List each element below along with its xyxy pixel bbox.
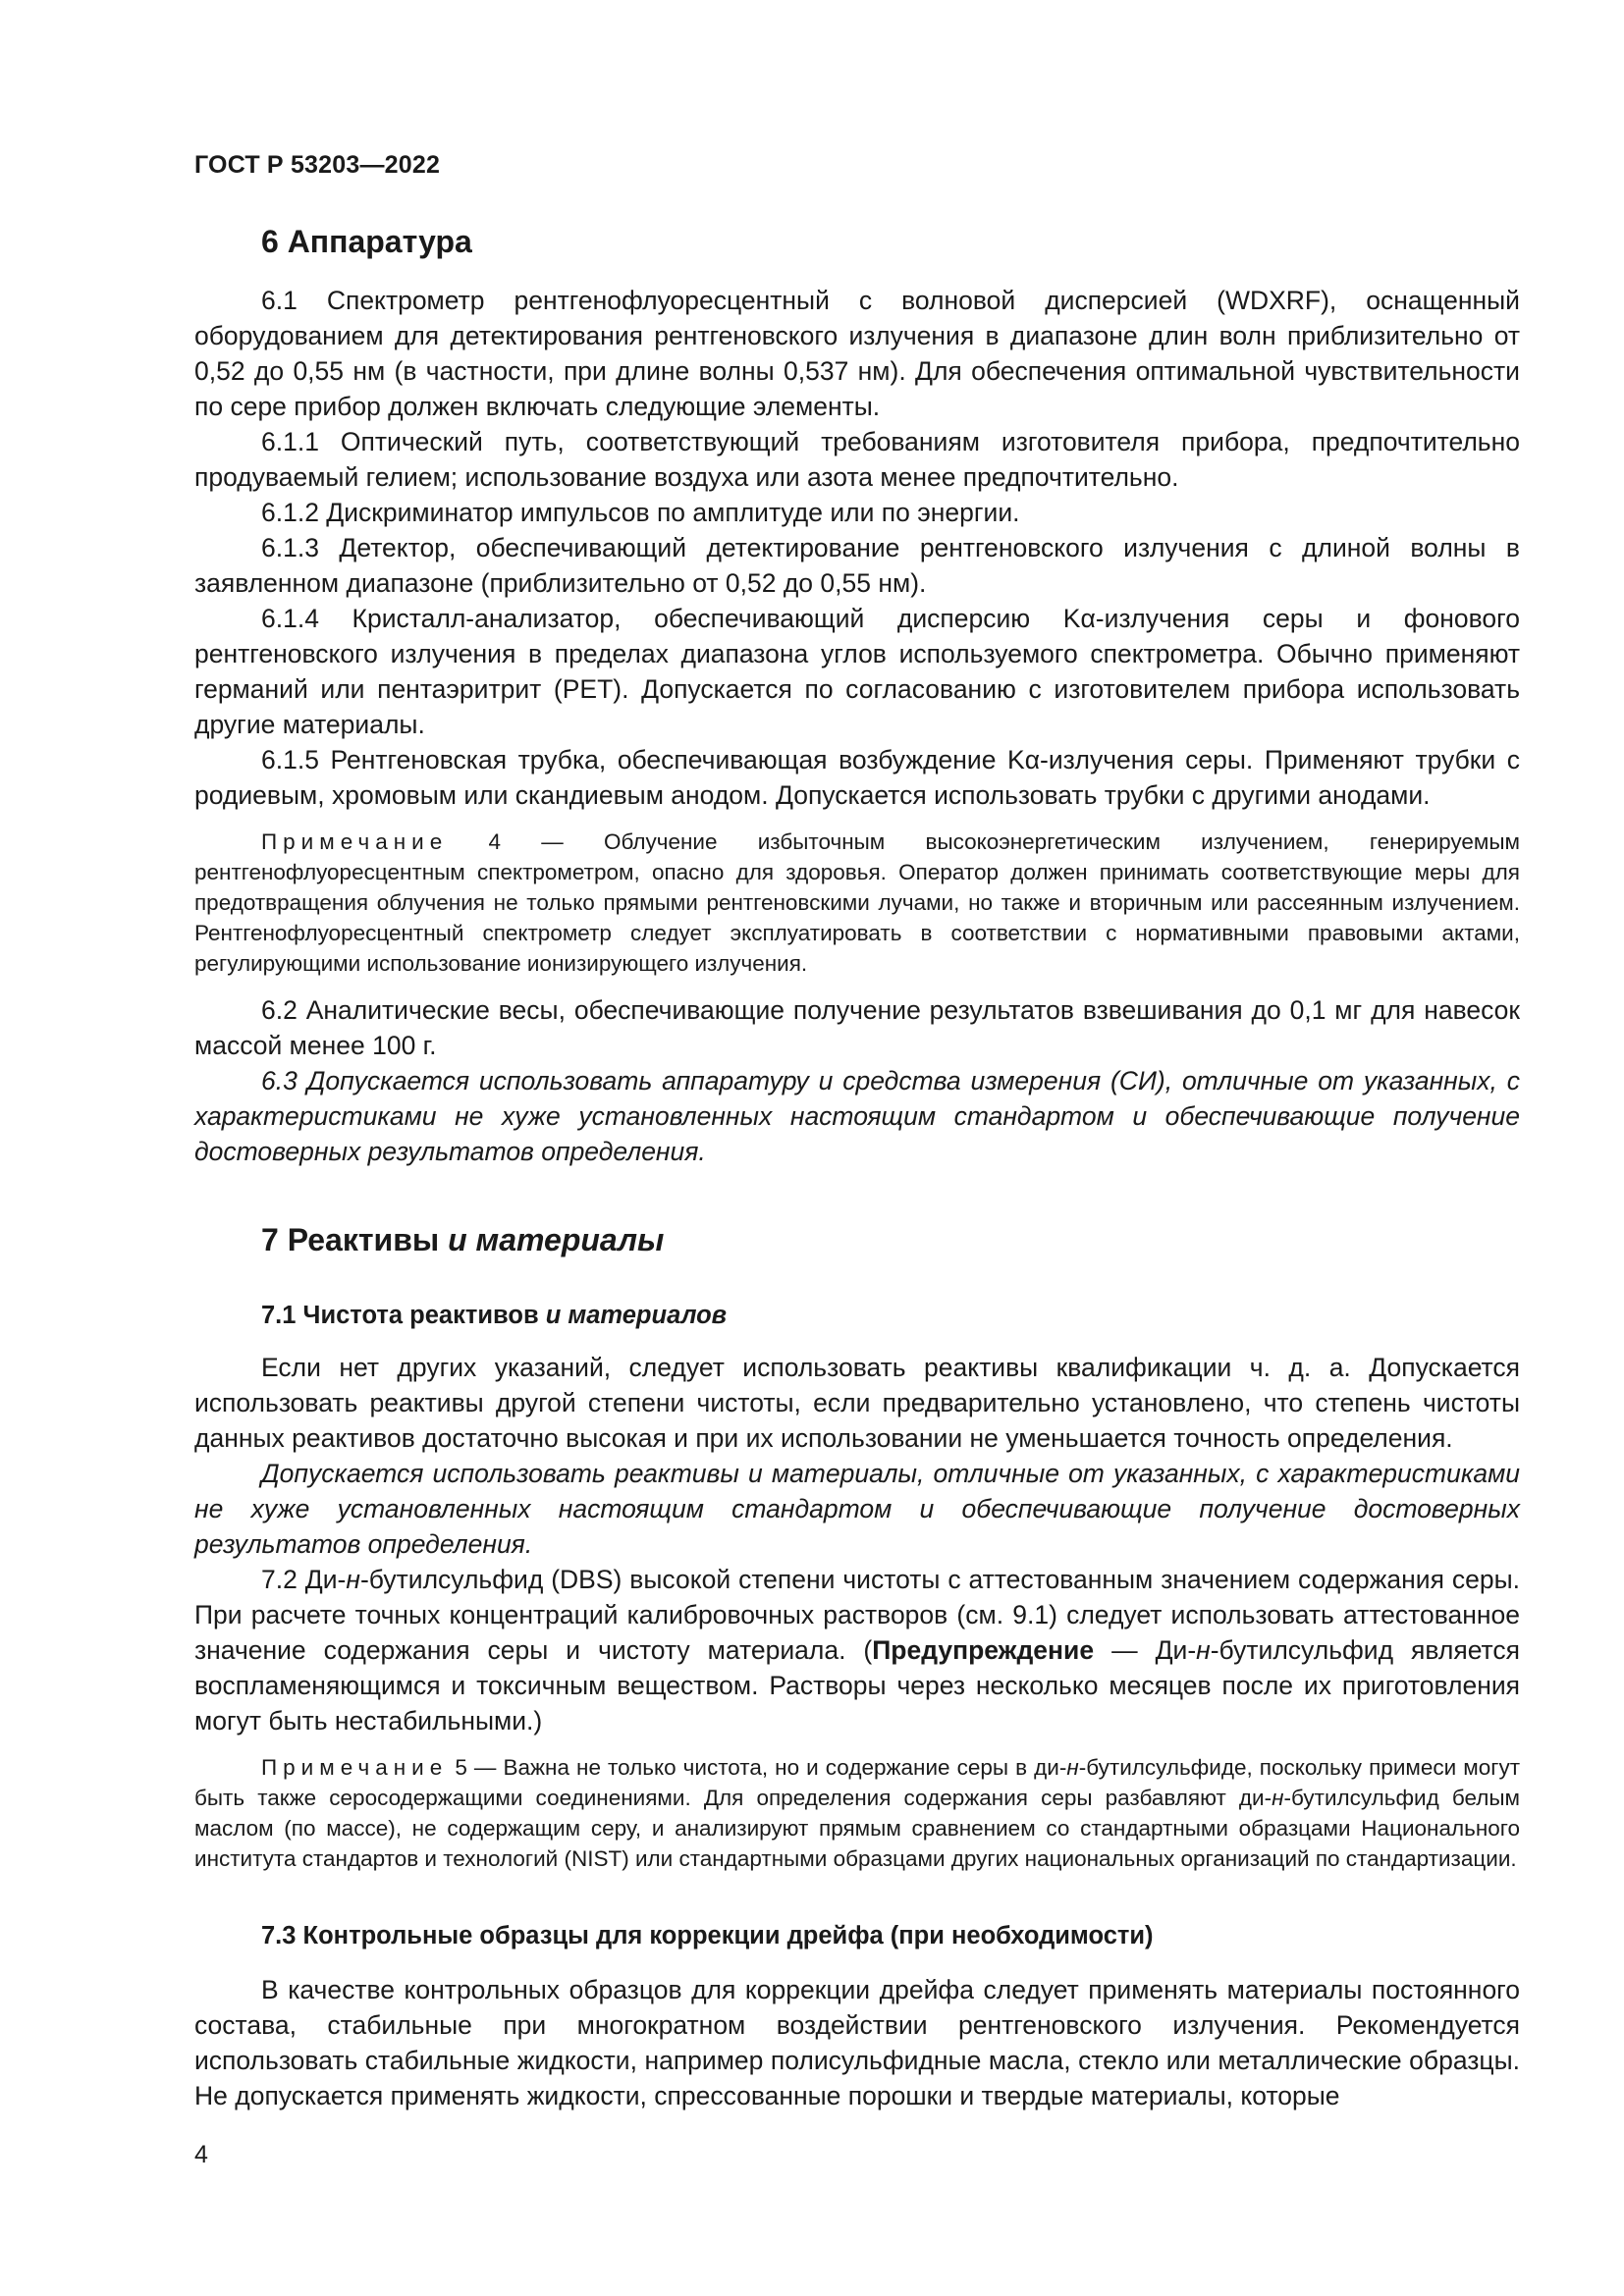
- page-number: 4: [194, 2141, 208, 2168]
- warning-label: Предупреждение: [872, 1635, 1095, 1665]
- clause-7-2-italic-n-2: н: [1196, 1635, 1211, 1665]
- note-5-part-a: 5 — Важна не только чистота, но и содержание серы в ди-: [455, 1755, 1067, 1780]
- subsection-7-1-italic: и материалов: [545, 1302, 728, 1329]
- section-6-title: 6 Аппаратура: [261, 224, 472, 259]
- clause-6-1-4: 6.1.4 Кристалл-анализатор, обеспечивающий дисперсию Kα-излучения серы и фонового рентгеновского излучения в пределах диапазона углов используемого спектрометра. Обычно применяют германий или пентаэритрит (РЕТ). Допускается по согласованию с изготовителем прибора использовать другие материалы.: [194, 604, 1520, 739]
- clause-7-2-part-d: -бутилсульфид является воспламеняющимся и токсичным веществом. Растворы через несколько месяцев после их приготовления могут быть нестабильными.): [194, 1635, 1520, 1735]
- clause-6-1-5: 6.1.5 Рентгеновская трубка, обеспечивающая возбуждение Kα-излучения серы. Применяют трубки с родиевым, хромовым или скандиевым анодом. Допускается использовать трубки с другими анодами.: [194, 745, 1520, 810]
- note-5-italic-n-2: н: [1272, 1786, 1284, 1810]
- clause-7-2-part-c: — Ди-: [1094, 1635, 1197, 1665]
- note-5-part-c: -бутилсульфид белым маслом (по массе), не содержащим серу, и анализируют прямым сравнением со стандартными образцами Национального института стандартов и технологий (NIST) или стандартными образцами других национальных организаций по стандартизации.: [194, 1786, 1520, 1871]
- document-body: [194, 222, 1520, 2113]
- subsection-7-1-title: [194, 1299, 1520, 1332]
- document-header: ГОСТ Р 53203—2022: [194, 151, 441, 179]
- clause-6-1-1: 6.1.1 Оптический путь, соответствующий требованиям изготовителя прибора, предпочтительно продуваемый гелием; использование воздуха или азота менее предпочтительно.: [194, 427, 1520, 492]
- note-4-text: 4 — Облучение избыточным высокоэнергетическим излучением, генерируемым рентгенофлуоресцентным спектрометром, опасно для здоровья. Оператор должен принимать соответствующие меры для предотвращения облучения не только прямыми рентгеновскими лучами, но также и вторичным или рассеянным излучением. Рентгенофлуоресцентный спектрометр следует эксплуатировать в соответствии с нормативными правовыми актами, регулирующими использование ионизирующего излучения.: [194, 829, 1520, 976]
- clause-7-2-part-b: -бутилсульфид (DBS) высокой степени чистоты с аттестованным значением содержания серы. При расчете точных концентраций калибровочных растворов (см. 9.1) следует использовать аттестованное значение содержания серы и чистоту материала. (: [194, 1565, 1521, 1665]
- note-5-part-b: -бутилсульфиде, поскольку примеси могут быть также серосодержащими соединениями. Для определения содержания серы разбавляют ди-: [194, 1755, 1520, 1810]
- clause-7-2-italic-n: н: [346, 1565, 360, 1594]
- clause-7-1-para-1: Если нет других указаний, следует использовать реактивы квалификации ч. д. а. Допускается использовать реактивы другой степени чистоты, если предварительно установлено, что степень чистоты данных реактивов достаточно высокая и при их использовании не уменьшается точность определения.: [194, 1353, 1520, 1453]
- note-5-label: Примечание: [261, 1755, 449, 1780]
- clause-6-1: 6.1 Спектрометр рентгенофлуоресцентный с волновой дисперсией (WDXRF), оснащенный оборудованием для детектирования рентгеновского излучения в диапазоне длин волн приблизительно от 0,52 до 0,55 нм (в частности, при длине волны 0,537 нм). Для обеспечения оптимальной чувствительности по сере прибор должен включать следующие элементы.: [194, 286, 1520, 421]
- section-7-title: [194, 1220, 1520, 1259]
- note-4-label: Примечание: [261, 829, 449, 854]
- subsection-7-3-title: 7.3 Контрольные образцы для коррекции дрейфа (при необходимости): [261, 1922, 1154, 1949]
- section-7-title-regular: 7 Реактивы: [261, 1222, 449, 1257]
- clause-6-3: 6.3 Допускается использовать аппаратуру и средства измерения (СИ), отличные от указанных, с характеристиками не хуже установленных настоящим стандартом и обеспечивающие получение достоверных результатов определения.: [194, 1066, 1520, 1166]
- note-4: [194, 827, 1520, 979]
- note-5: [194, 1752, 1520, 1874]
- clause-7-2: [194, 1562, 1520, 1738]
- section-7-title-italic: и материалы: [448, 1222, 665, 1257]
- clause-7-3: В качестве контрольных образцов для коррекции дрейфа следует применять материалы постоянного состава, стабильные при многократном воздействии рентгеновского излучения. Рекомендуется использовать стабильные жидкости, например полисульфидные масла, стекло или металлические образцы. Не допускается применять жидкости, спрессованные порошки и твердые материалы, которые: [194, 1975, 1520, 2110]
- clause-6-1-3: 6.1.3 Детектор, обеспечивающий детектирование рентгеновского излучения с длиной волны в заявленном диапазоне (приблизительно от 0,52 до 0,55 нм).: [194, 533, 1520, 598]
- clause-7-2-part-a: 7.2 Ди-: [261, 1565, 347, 1594]
- subsection-7-1-regular: 7.1 Чистота реактивов: [261, 1302, 546, 1329]
- note-5-italic-n: н: [1066, 1755, 1079, 1780]
- clause-6-1-2: 6.1.2 Дискриминатор импульсов по амплитуде или по энергии.: [261, 498, 1020, 527]
- clause-7-1-para-2: Допускается использовать реактивы и материалы, отличные от указанных, с характеристиками не хуже установленных настоящим стандартом и обеспечивающие получение достоверных результатов определения.: [194, 1459, 1520, 1559]
- clause-6-2: 6.2 Аналитические весы, обеспечивающие получение результатов взвешивания до 0,1 мг для навесок массой менее 100 г.: [194, 995, 1520, 1060]
